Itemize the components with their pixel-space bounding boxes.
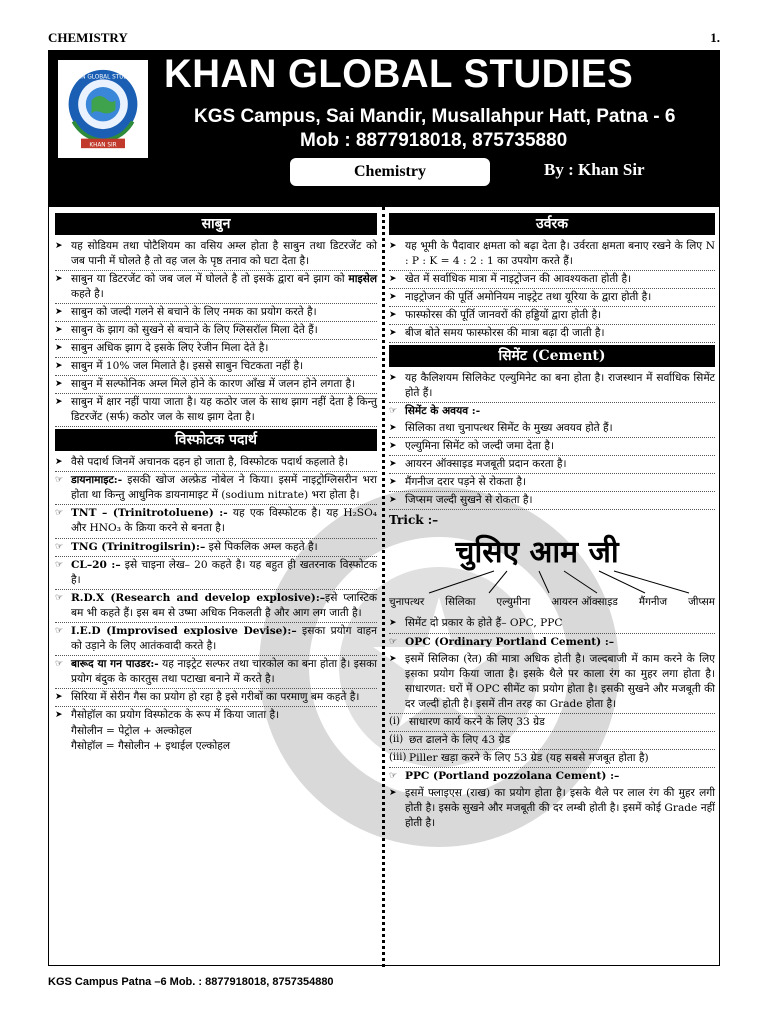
mobile-numbers: Mob : 8877918018, 875735880 [300,130,568,151]
subject-box: Chemistry [290,158,490,186]
arrow-bullet-icon: ➤ [389,274,397,285]
kgs-logo [58,60,148,158]
section-heading-explosives: विस्फोटक पदार्थ [55,429,377,451]
list-item: ➤ साबुन में 10% जल मिलाते है। इससे साबुन चिटकता नहीं है। [55,358,377,376]
list-item: ➤ नाइट्रोजन की पूर्ति अमोनियम नाइट्रेट तथा यूरिया के द्वारा होती है। [389,289,715,307]
trick-breakdown [389,575,715,615]
arrow-bullet-icon: ➤ [55,325,63,336]
arrow-bullet-icon: ➤ [389,310,397,321]
list-item: ➤ साबुन या डिटरजेंट को जब जल में घोलते है तो इसके द्वारा बने झाग को माइसेल कहते है। [55,271,377,304]
section-heading-fertilizer: उर्वरक [389,213,715,235]
opc-heading: ☞ OPC (Ordinary Portland Cement) :– [389,635,615,648]
micelle-term: माइसेल [348,273,377,286]
list-item: ➤ एल्युमिना सिमेंट को जल्दी जमा देता है। [389,438,715,456]
list-item: ➤ सिरिया में सेरीन गैस का प्रयोग हो रहा है इसे गरीबों का परमाणु बम कहते है। [55,689,377,707]
arrow-bullet-icon: ➤ [55,343,63,354]
pointing-hand-icon: ☞ [55,541,64,552]
list-item: ➤ साबुन अधिक झाग दे इसके लिए रेजीन मिला देते है। [55,340,377,358]
grade-item: (i) साधारण कार्य करने के लिए 33 ग्रेड [389,714,715,732]
arrow-bullet-icon: ➤ [389,495,397,506]
trick-word: एल्युमीना [496,596,531,609]
section-heading-soap: साबुन [55,213,377,235]
logo-ribbon-text: KHAN SIR [89,142,117,149]
right-column [389,211,715,832]
list-item: ➤ यह सोडियम तथा पोटैशियम का वसिय अम्ल होता है साबुन तथा डिटरजेंट को जब पानी में घोलते है तो वह जल के पृष्ठ तनाव को घटा देता है। [55,238,377,271]
list-item: ☞ TNG (Trinitrogilsrin):– इसे पिकलिक अम्ल कहते है। [55,539,377,557]
arrow-bullet-icon: ➤ [55,274,63,285]
section-heading-cement: सिमेंट (Cement) [389,345,715,367]
arrow-bullet-icon: ➤ [389,241,397,251]
arrow-bullet-icon: ➤ [389,787,397,798]
list-item: ➤ वैसे पदार्थ जिनमें अचानक दहन हो जाता है, विस्फोटक पदार्थ कहलाते है। [55,454,377,472]
gasohol-equation-2: गैसोहॉल = गैसोलीन + इथाईल एल्कोहल [71,739,231,752]
list-item: ➤ सिलिका तथा चुनापत्थर सिमेंट के मुख्य अवयव होते हैं। [389,420,715,438]
page-number: 1. [710,30,720,45]
list-item: ➤ इसमें फ्लाइएस (राख) का प्रयोग होता है। इसके थैले पर लाल रंग की मुहर लगी होती है। इसके सुखने और मजबूती की दर लम्बी होती है। इसमें कोई Grade नहीं होती है। [389,786,715,829]
logo-ring-text: KHAN GLOBAL STUDIES [69,74,137,81]
arrow-bullet-icon: ➤ [389,373,397,384]
trick-mnemonic: चुसिए आम जी [455,535,619,571]
arrow-bullet-icon: ➤ [389,477,397,488]
pointing-hand-icon: ☞ [389,636,398,647]
list-item: ➤ साबुन में सल्फोनिक अम्ल मिले होने के कारण आँख में जलन होने लगता है। [55,376,377,394]
list-item: ➤ साबुन के झाग को सुखने से बचाने के लिए ग्लिसरॉल मिला देते हैं। [55,322,377,340]
arrow-bullet-icon: ➤ [389,441,397,452]
pointing-hand-icon: ☞ [55,592,64,603]
arrow-bullet-icon: ➤ [389,618,397,629]
arrow-bullet-icon: ➤ [389,459,397,470]
header-banner [48,50,720,206]
pointing-hand-icon: ☞ [55,475,64,486]
grade-item: (ii) छत ढालने के लिए 43 ग्रेड [389,732,715,750]
arrow-bullet-icon: ➤ [55,709,63,720]
list-item: ☞ I.E.D (Improvised explosive Devise):– इसका प्रयोग वाहन को उड़ाने के लिए आतंकवादी करते है। [55,623,377,656]
components-heading: ☞ सिमेंट के अवयव :- [389,405,481,418]
arrow-bullet-icon: ➤ [55,457,63,468]
ppc-heading: ☞ PPC (Portland pozzolana Cement) :– [389,769,620,782]
left-column [55,211,377,754]
arrow-bullet-icon: ➤ [55,361,63,372]
list-item: ☞ R.D.X (Research and develop explosive):–इसे प्लास्टिक बम भी कहते हैं। इस बम से उष्मा अधिक निकलती है और आग लग जाती है। [55,590,377,623]
trick-word: आयरन ऑक्साइड [551,596,618,609]
content-frame [48,206,720,966]
list-item: ➤ साबुन को जल्दी गलने से बचाने के लिए नमक का प्रयोग करते है। [55,304,377,322]
list-item: ☞ डायनामाइट:- इसकी खोज अल्फ्रेड नोबेल ने किया। इसमें नाइट्रोग्लिसरीन भरा होता था किन्तु आधुनिक डायनामाइट में (sodium nitrate) भरा होता है। [55,472,377,505]
list-item: ➤ गैसोहॉल का प्रयोग विस्फोटक के रूप में किया जाता है। [55,708,280,721]
trick-word: चुनापत्थर [389,596,425,609]
pointing-hand-icon: ☞ [389,770,398,781]
pointing-hand-icon: ☞ [55,625,64,636]
pointing-hand-icon: ☞ [389,406,398,417]
pointing-hand-icon: ☞ [55,658,64,669]
brand-title: KHAN GLOBAL STUDIES [164,52,634,96]
trick-word: मैंगनीज [638,596,668,609]
arrow-bullet-icon: ➤ [389,653,397,664]
arrow-bullet-icon: ➤ [55,691,63,702]
list-item: ☞ TNT – (Trinitrotoluene) :- यह एक विस्फोटक है। यह H₂SO₄ और HNO₃ के क्रिया करने से बनता है। [55,505,377,538]
pointing-hand-icon: ☞ [55,508,64,519]
author-label: By : Khan Sir [544,160,645,179]
list-item: ➤ इसमें सिलिका (रेत) की मात्रा अधिक होती है। जल्दबाजी में काम करने के लिए इसका प्रयोग किया जाता है। इसके थैले पर काला रंग का मुहर लगा होता है। साधारणत: घरों में OPC सीमेंट का प्रयोग होता है। इसकी सुखने और मजबूती की दर जल्दी होती है। इसमें तीन तरह का Grade होता है। [389,651,715,714]
list-item: ➤ खेत में सर्वाधिक मात्रा में नाइट्रोजन की आवश्यकता होती है। [389,271,715,289]
list-item: ➤ फास्फोरस की पूर्ति जानवरों की हड्डियों द्वारा होती है। [389,307,715,325]
list-item: ➤ यह कैलिशयम सिलिकेट एल्युमिनेट का बना होता है। राजस्थान में सर्वाधिक सिमेंट होते हैं। [389,370,715,403]
arrow-bullet-icon: ➤ [55,379,63,390]
campus-address: KGS Campus, Sai Mandir, Musallahpur Hatt, Patna - 6 [194,106,676,127]
list-item: ➤ जिप्सम जल्दी सुखने से रोकता है। [389,492,715,510]
arrow-bullet-icon: ➤ [389,328,397,339]
page-top-line [48,30,720,50]
list-item: ➤ आयरन ऑक्साइड मजबूती प्रदान करता है। [389,456,715,474]
list-item: ➤ साबुन में क्षार नहीं पाया जाता है। यह कठोर जल के साथ झाग नहीं देता है किन्तु डिटरजेंट (सर्फ) कठोर जल के साथ झाग देता है। [55,394,377,427]
arrow-bullet-icon: ➤ [389,292,397,303]
arrow-bullet-icon: ➤ [389,423,397,434]
list-item: ➤ सिमेंट दो प्रकार के होते हैं– OPC, PPC [389,615,715,633]
arrow-bullet-icon: ➤ [55,307,63,318]
arrow-bullet-icon: ➤ [55,397,63,408]
gasohol-equation-1: गैसोलीन = पेट्रोल + अल्कोहल [71,724,192,737]
pointing-hand-icon: ☞ [55,559,64,570]
trick-word: जीप्सम [688,596,715,609]
trick-word: सिलिका [445,596,476,609]
page-subject: CHEMISTRY [48,30,128,45]
list-item: ➤ मैंगनीज दरार पड़ने से रोकता है। [389,474,715,492]
trick-connector-lines [389,569,715,597]
list-item: ➤ यह भूमी के पैदावार क्षमता को बढ़ा देता है। उर्वरता क्षमता बनाए रखने के लिए N : P : K = 4 : 2 : 1 का उपयोग करते हैं। [389,238,715,271]
grade-item: (iii) Piller खड़ा करने के लिए 53 ग्रेड (यह सबसे मजबूत होता है) [389,750,715,768]
column-divider [382,207,385,967]
arrow-bullet-icon: ➤ [55,241,63,251]
list-item: ☞ CL–20 :– इसे चाइना लेख– 20 कहते है। यह बहुत ही खतरनाक विस्फोटक है। [55,557,377,590]
trick-label: Trick :– [389,513,439,528]
page-footer: KGS Campus Patna –6 Mob. : 8877918018, 8757354880 [48,976,334,988]
list-item: ➤ बीज बोते समय फास्फोरस की मात्रा बढ़ा दी जाती है। [389,325,715,343]
list-item: ☞ बारूद या गन पाउडर:- यह नाइट्रेट सल्फर तथा चारकोल का बना होता है। इसका प्रयोग बंदुक के कारतुस तथा पटाखा बनाने में करते है। [55,656,377,689]
